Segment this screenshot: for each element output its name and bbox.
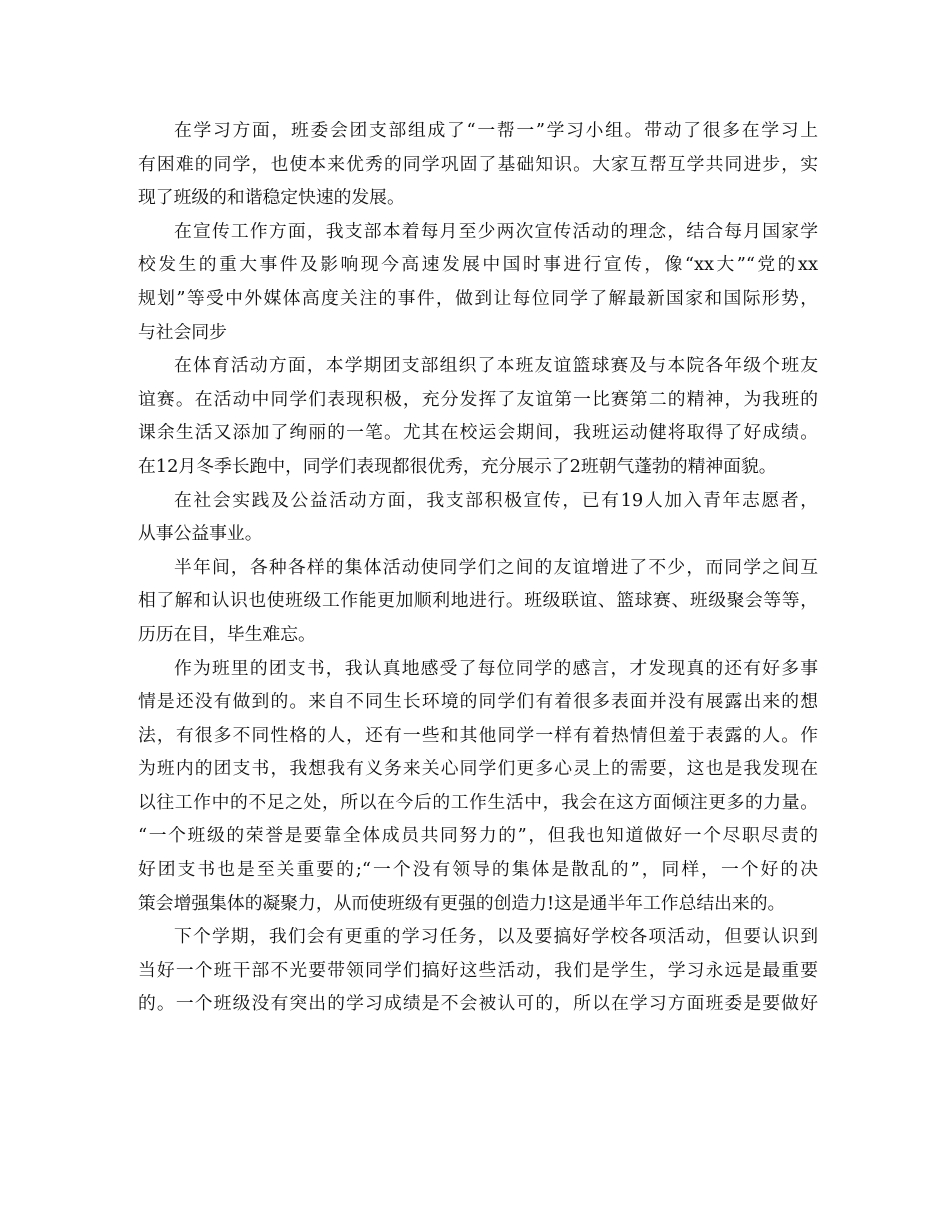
text-line: 半年间，各种各样的集体活动使同学们之间的友谊增进了不少，而同学之间互: [174, 556, 818, 578]
text-line: 为班内的团支书，我想我有义务来关心同学们更多心灵上的需要，这也是我发现在: [138, 758, 818, 780]
text-line: “一个班级的荣誉是要靠全体成员共同努力的”，但我也知道做好一个尽职尽责的: [138, 825, 818, 847]
text-line: 历历在目，毕生难忘。: [138, 623, 316, 645]
text-line: 情是还没有做到的。来自不同生长环境的同学们有着很多表面并没有展露出来的想: [138, 691, 818, 713]
text-line: 有困难的同学，也使本来优秀的同学巩固了基础知识。大家互帮互学共同进步，实: [138, 153, 818, 175]
text-line: 校发生的重大事件及影响现今高速发展中国时事进行宣传，像“xx大”“党的xx: [138, 254, 818, 276]
document-body: [138, 114, 818, 1021]
text-line: 下个学期，我们会有更重的学习任务，以及要搞好学校各项活动，但要认识到: [174, 926, 818, 948]
text-line: 课余生活又添加了绚丽的一笔。尤其在校运会期间，我班运动健将取得了好成绩。: [138, 422, 818, 444]
text-line: 在社会实践及公益活动方面，我支部积极宣传，已有19人加入青年志愿者，: [174, 489, 818, 511]
text-line: 在宣传工作方面，我支部本着每月至少两次宣传活动的理念，结合每月国家学: [174, 220, 818, 242]
text-line: 当好一个班干部不光要带领同学们搞好这些活动，我们是学生，学习永远是最重要: [138, 959, 818, 981]
text-line: 与社会同步: [138, 321, 227, 343]
text-line: 现了班级的和谐稳定快速的发展。: [138, 187, 405, 209]
text-line: 策会增强集体的凝聚力，从而使班级有更强的创造力!这是通半年工作总结出来的。: [138, 892, 786, 914]
text-line: 作为班里的团支书，我认真地感受了每位同学的感言，才发现真的还有好多事: [174, 657, 818, 679]
text-line: 在体育活动方面，本学期团支部组织了本班友谊篮球赛及与本院各年级个班友: [174, 355, 818, 377]
text-line: 谊赛。在活动中同学们表现积极，充分发挥了友谊第一比赛第二的精神，为我班的: [138, 388, 818, 410]
text-line: 在12月冬季长跑中，同学们表现都很优秀，充分展示了2班朝气蓬勃的精神面貌。: [138, 455, 777, 477]
text-line: 的。一个班级没有突出的学习成绩是不会被认可的，所以在学习方面班委是要做好: [138, 993, 818, 1015]
text-line: 以往工作中的不足之处，所以在今后的工作生活中，我会在这方面倾注更多的力量。: [138, 791, 818, 813]
text-line: 从事公益事业。: [138, 523, 263, 545]
text-line: 规划”等受中外媒体高度关注的事件，做到让每位同学了解最新国家和国际形势，: [138, 287, 818, 309]
text-line: 在学习方面，班委会团支部组成了“一帮一”学习小组。带动了很多在学习上: [174, 120, 818, 141]
text-line: 法，有很多不同性格的人，还有一些和其他同学一样有着热情但羞于表露的人。作: [138, 724, 818, 746]
text-line: 相了解和认识也使班级工作能更加顺利地进行。班级联谊、篮球赛、班级聚会等等，: [138, 590, 818, 612]
text-line: 好团支书也是至关重要的;“一个没有领导的集体是散乱的”，同样，一个好的决: [138, 859, 819, 881]
